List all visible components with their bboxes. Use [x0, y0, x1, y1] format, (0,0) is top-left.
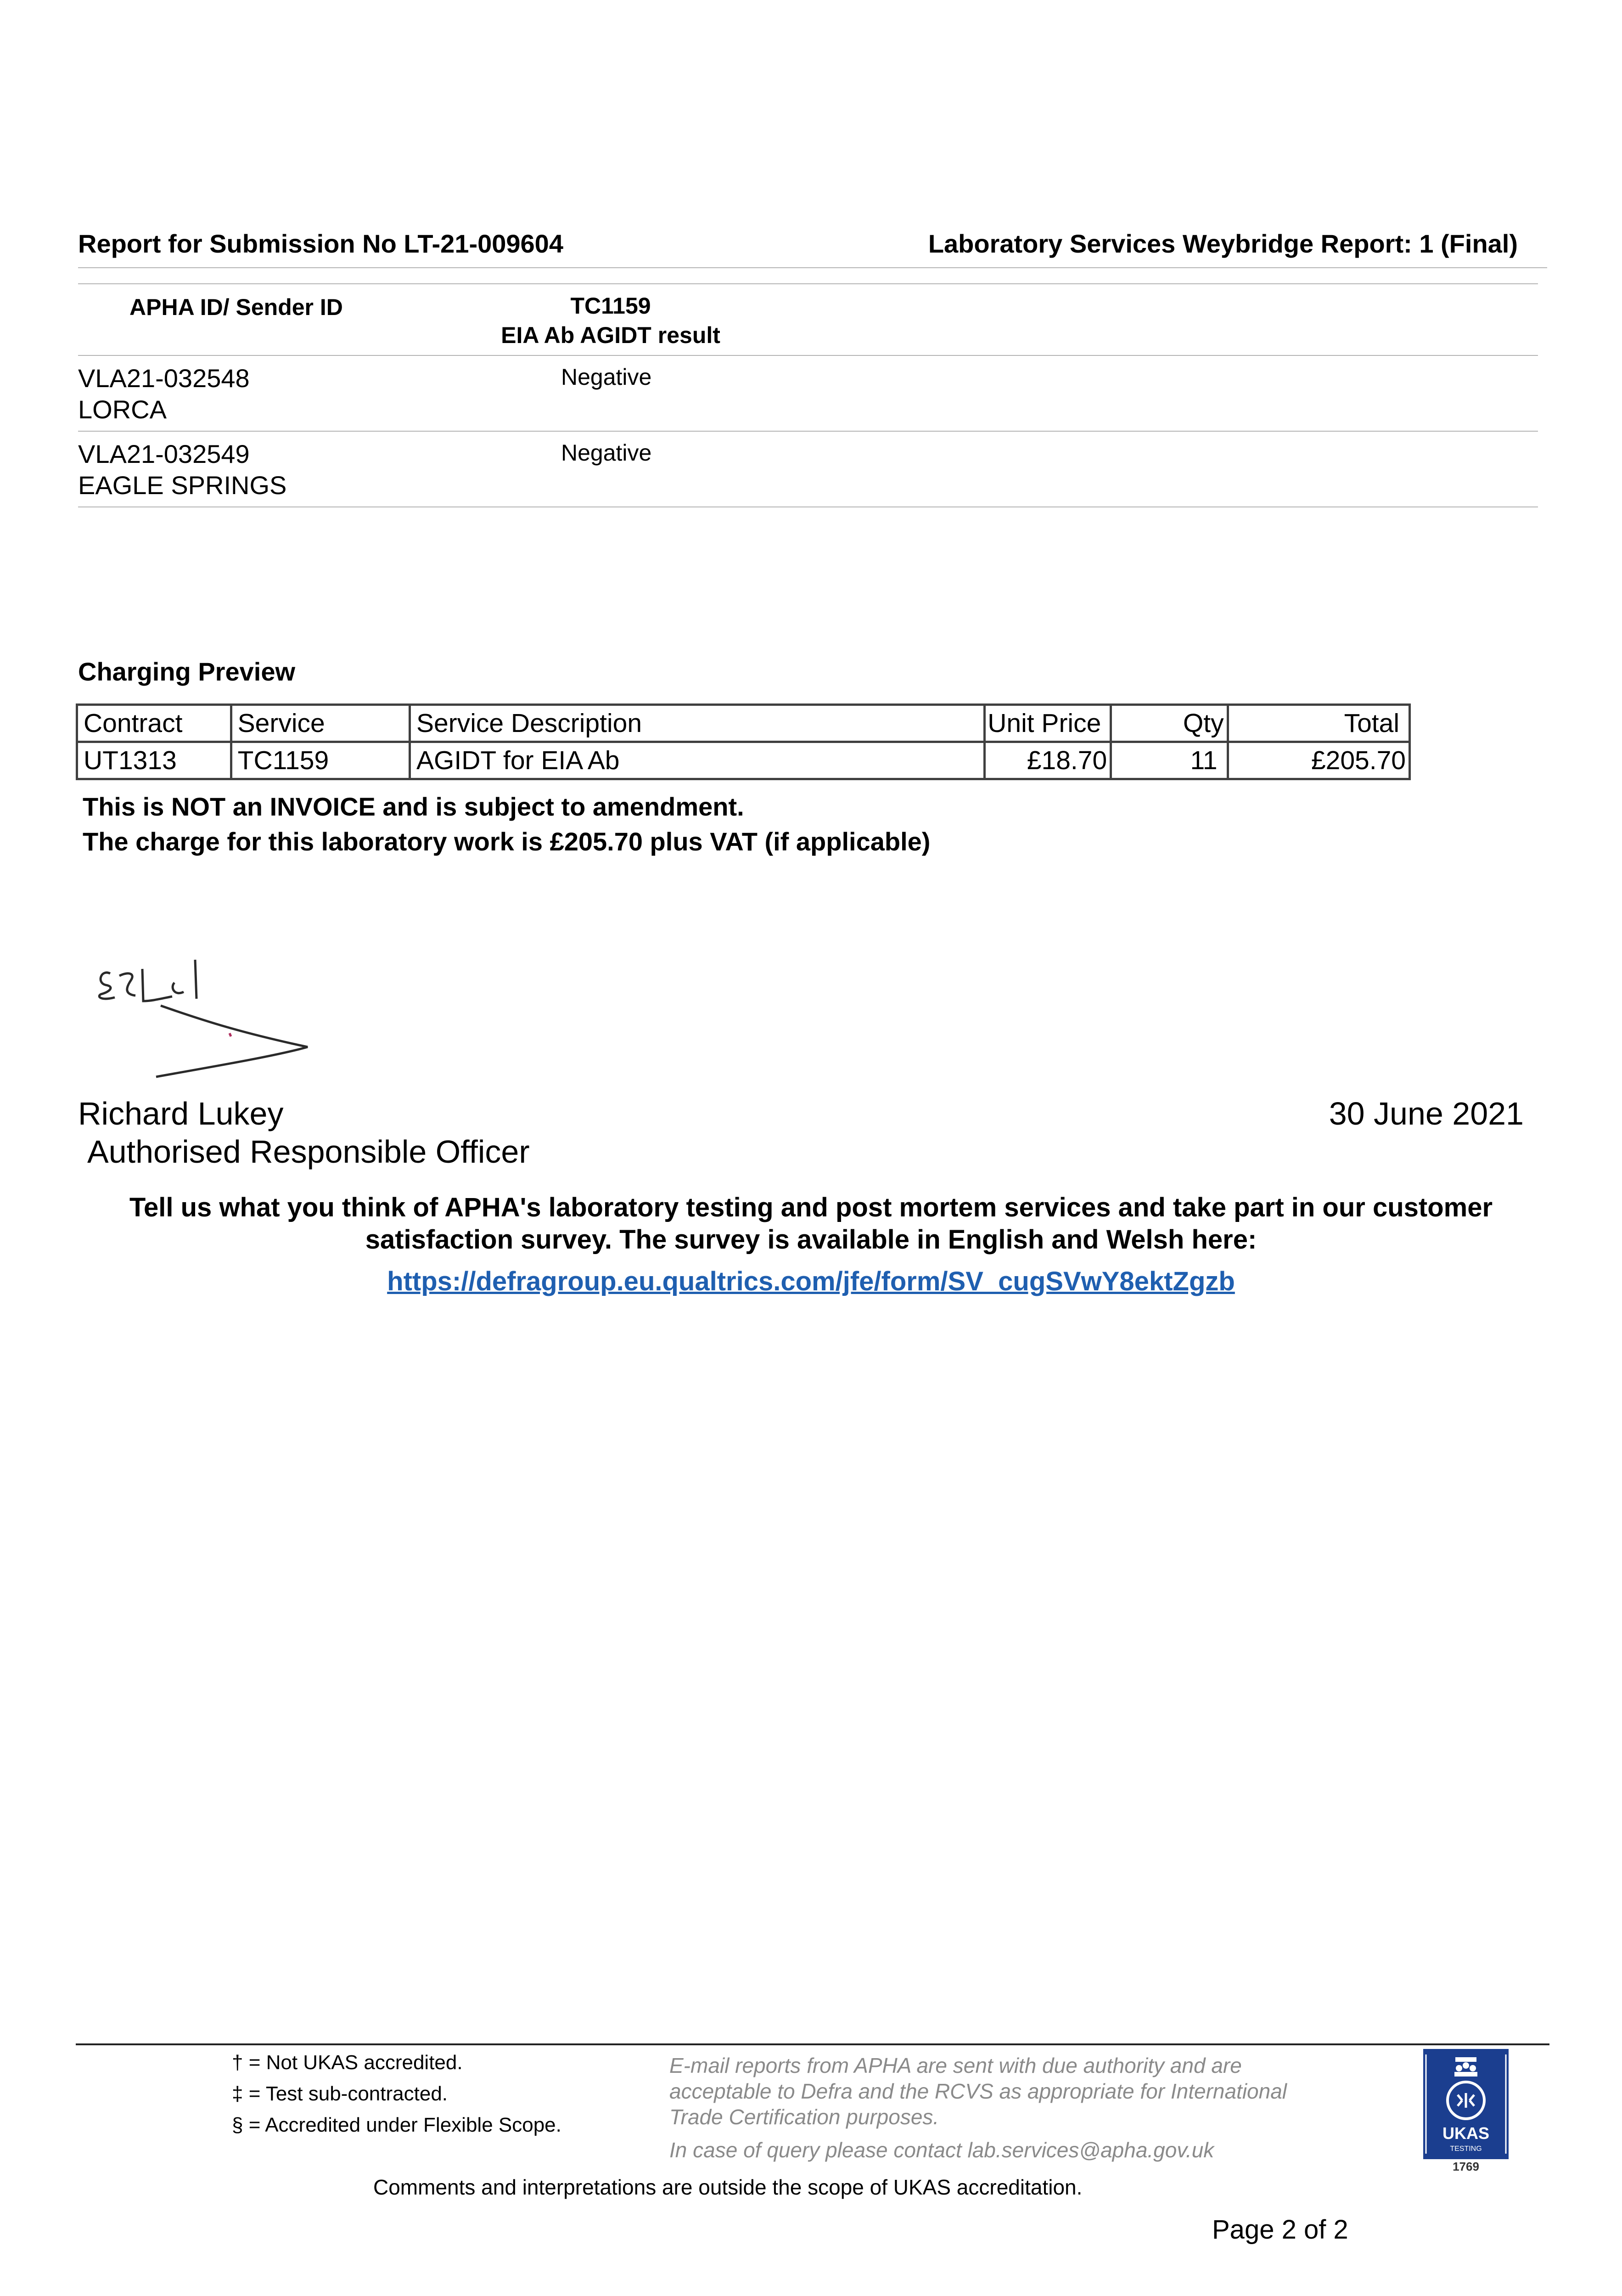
header-contract: Contract: [77, 705, 231, 742]
result-value: Negative: [561, 440, 652, 466]
apha-id: VLA21-032548: [78, 364, 250, 393]
row-divider: [78, 506, 1538, 507]
charging-header-row: [77, 705, 1410, 742]
sender-id: EAGLE SPRINGS: [78, 471, 287, 500]
survey-line-1: Tell us what you think of APHA's laboratory testing and post mortem services and take part in our customer: [129, 1193, 1493, 1222]
ukas-logo: [1423, 2049, 1509, 2176]
table-row: [78, 363, 250, 425]
result-value: Negative: [561, 364, 652, 390]
header-total: Total: [1228, 705, 1409, 742]
ukas-comments-note: Comments and interpretations are outside the scope of UKAS accreditation.: [373, 2175, 1083, 2199]
not-invoice-notice: This is NOT an INVOICE and is subject to amendment.: [83, 792, 744, 821]
survey-text: [0, 1192, 1622, 1256]
header-service: Service: [231, 705, 410, 742]
report-submission-title: Report for Submission No LT-21-009604: [78, 229, 563, 258]
ukas-logo-sub: TESTING: [1450, 2145, 1482, 2153]
sender-id: LORCA: [78, 395, 167, 424]
email-note-line-2: acceptable to Defra and the RCVS as appropriate for International: [669, 2079, 1287, 2103]
col-test-header: [491, 291, 730, 350]
survey-line-2: satisfaction survey. The survey is available in English and Welsh here:: [365, 1225, 1257, 1255]
table-top-divider: [78, 283, 1538, 284]
charging-preview-title: Charging Preview: [78, 657, 296, 686]
report-date: 30 June 2021: [1329, 1096, 1524, 1131]
cell-contract: UT1313: [77, 742, 231, 779]
charge-notice: The charge for this laboratory work is £205.70 plus VAT (if applicable): [83, 827, 931, 856]
header-service-description: Service Description: [410, 705, 985, 742]
row-divider: [78, 431, 1538, 432]
col-test-code: TC1159: [570, 293, 651, 319]
ukas-number: 1769: [1453, 2160, 1479, 2173]
cell-qty: 11: [1111, 742, 1228, 779]
survey-link-text[interactable]: https://defragroup.eu.qualtrics.com/jfe/form/SV_cugSVwY8ektZgzb: [387, 1266, 1235, 1296]
survey-link[interactable]: [0, 1266, 1622, 1297]
email-note-line-3: Trade Certification purposes.: [669, 2105, 939, 2129]
footer-divider: [76, 2043, 1549, 2045]
cell-total: £205.70: [1228, 742, 1409, 779]
legend-sub-contracted: ‡ = Test sub-contracted.: [232, 2082, 448, 2105]
row-divider: [78, 355, 1538, 356]
report-lab-title: Laboratory Services Weybridge Report: 1 (Final): [928, 229, 1518, 258]
charging-table: [76, 703, 1411, 780]
signatory-name: Richard Lukey: [78, 1096, 284, 1131]
col-test-name: EIA Ab AGIDT result: [501, 322, 720, 348]
cell-service-description: AGIDT for EIA Ab: [410, 742, 985, 779]
signatory-role: Authorised Responsible Officer: [87, 1134, 530, 1170]
apha-id: VLA21-032549: [78, 439, 250, 468]
table-row: [78, 439, 286, 501]
legend-not-accredited: † = Not UKAS accredited.: [232, 2051, 463, 2074]
ukas-logo-text: UKAS: [1442, 2124, 1490, 2143]
legend-flexible-scope: § = Accredited under Flexible Scope.: [232, 2114, 561, 2136]
signature-image: [92, 941, 321, 1084]
email-note: [669, 2053, 1287, 2163]
query-note: In case of query please contact lab.services@apha.gov.uk: [669, 2138, 1214, 2162]
header-divider: [78, 267, 1547, 268]
email-note-line-1: E-mail reports from APHA are sent with due authority and are: [669, 2054, 1242, 2077]
page-number: Page 2 of 2: [1212, 2215, 1348, 2245]
footer-legend: [232, 2047, 561, 2141]
header-qty: Qty: [1111, 705, 1228, 742]
col-id-header: APHA ID/ Sender ID: [129, 294, 343, 320]
cell-unit-price: £18.70: [985, 742, 1111, 779]
cell-service: TC1159: [231, 742, 410, 779]
header-unit-price: Unit Price: [985, 705, 1111, 742]
charging-row: [77, 742, 1410, 779]
